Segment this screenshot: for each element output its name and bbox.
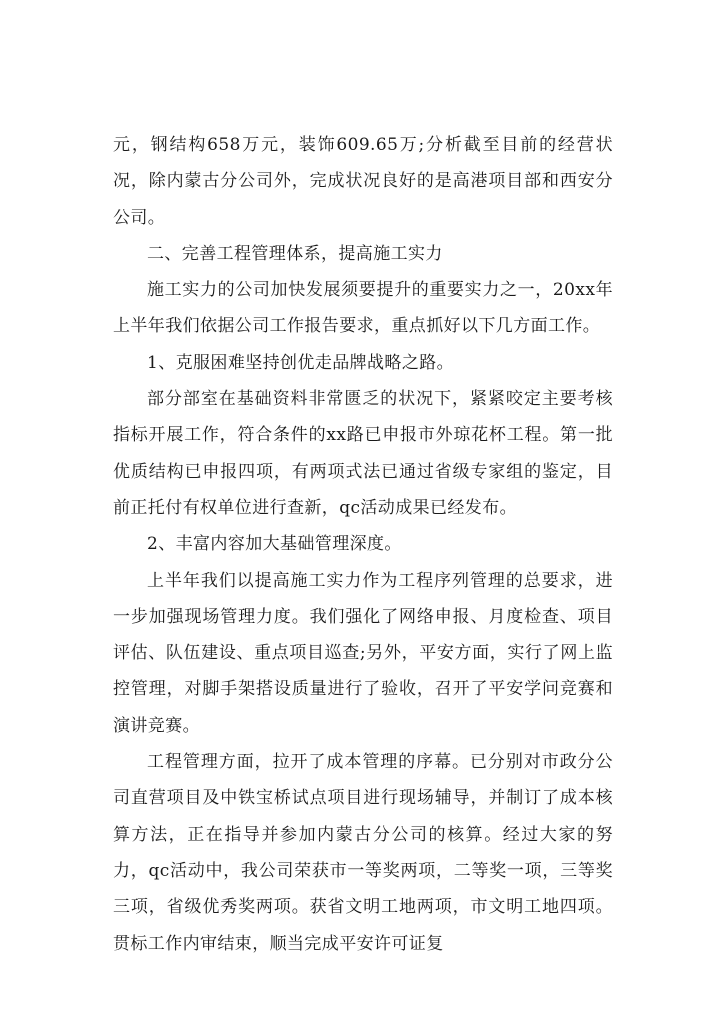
paragraph-continuation: 元，钢结构658万元，装饰609.65万;分析截至目前的经营状况，除内蒙古分公司外，完成状况良好的是高港项目部和西安分公司。 xyxy=(113,135,613,228)
paragraph-site-management: 上半年我们以提高施工实力作为工程序列管理的总要求，进一步加强现场管理力度。我们强化了网络申报、月度检查、项目评估、队伍建设、重点项目巡查;另外，平安方面，实行了网上监控管理，对脚手架搭设质量进行了验收，召开了平安学问竞赛和演讲竞赛。 xyxy=(113,570,613,736)
document-body xyxy=(113,127,613,962)
paragraph-cost-management: 工程管理方面，拉开了成本管理的序幕。已分别对市政分公司直营项目及中铁宝桥试点项目进行现场辅导，并制订了成本核算方法，正在指导并参加内蒙古分公司的核算。经过大家的努力，qc活动中，我公司荣获市一等奖两项，二等奖一项，三等奖三项，省级优秀奖两项。获省文明工地两项，市文明工地四项。贯标工作内审结束，顺当完成平安许可证复 xyxy=(113,752,613,954)
paragraph-construction-strength: 施工实力的公司加快发展须要提升的重要实力之一，20xx年上半年我们依据公司工作报告要求，重点抓好以下几方面工作。 xyxy=(113,280,613,337)
section-heading-2: 二、完善工程管理体系，提高施工实力 xyxy=(147,243,443,264)
subheading-2: 2、丰富内容加大基础管理深度。 xyxy=(147,534,402,555)
paragraph-quality-projects: 部分部室在基础资料非常匮乏的状况下，紧紧咬定主要考核指标开展工作，符合条件的xx路已申报市外琼花杯工程。第一批优质结构已申报四项，有两项式法已通过省级专家组的鉴定，目前正托付有权单位进行查新，qc活动成果已经发布。 xyxy=(113,389,613,518)
subheading-1: 1、克服困难坚持创优走品牌战略之路。 xyxy=(147,352,455,373)
